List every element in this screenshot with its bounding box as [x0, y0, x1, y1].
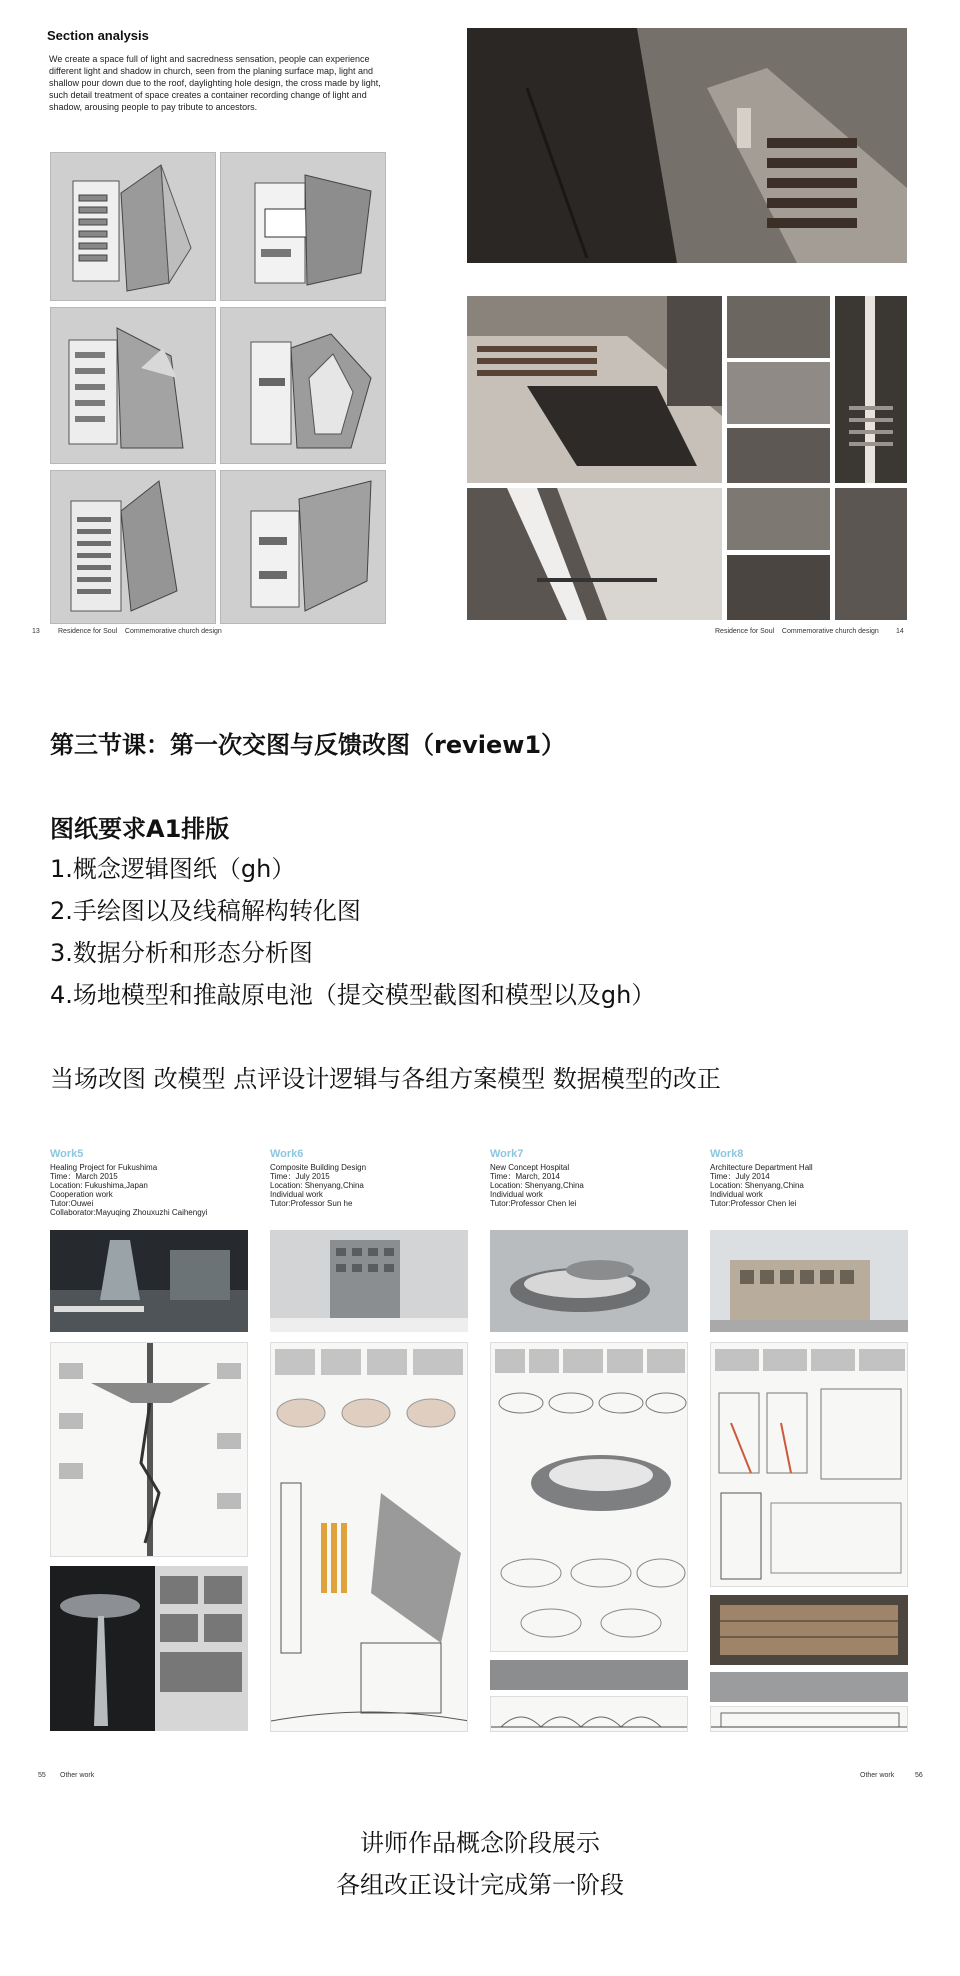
work-info-line: Location: Fukushima,Japan — [50, 1181, 148, 1190]
work-info — [50, 1163, 250, 1217]
requirement-item-3: 3.数据分析和形态分析图 — [50, 939, 313, 967]
footer-left-page-number: 55 — [38, 1772, 46, 1779]
section-model-5 — [50, 470, 216, 624]
work-info-line: Location: Shenyang,China — [490, 1181, 584, 1190]
caption-line-1: 讲师作品概念阶段展示 — [360, 1829, 600, 1857]
work-info-line: Individual work — [270, 1190, 323, 1199]
section-model-4 — [220, 307, 386, 464]
requirement-item-1: 1.概念逻辑图纸（gh） — [50, 855, 296, 883]
section-model-1 — [50, 152, 216, 301]
church-stairs-render — [467, 296, 722, 483]
work7-hero-render — [490, 1230, 688, 1332]
work6-hero-render — [270, 1230, 468, 1332]
work-label: Work8 — [710, 1148, 744, 1160]
section-model-3 — [50, 307, 216, 464]
work-column-6 — [270, 1148, 470, 1768]
work-info-line: Location: Shenyang,China — [270, 1181, 364, 1190]
requirement-item-2: 2.手绘图以及线稿解构转化图 — [50, 897, 361, 925]
work5-hero-render — [50, 1230, 248, 1332]
work-info-line: Cooperation work — [50, 1190, 113, 1199]
section-axonometric-grid — [50, 152, 390, 624]
work-info-line: Time：March, 2014 — [490, 1172, 560, 1181]
work-column-5 — [50, 1148, 250, 1768]
detail-render-3 — [727, 428, 830, 483]
work6-diagram-sheet — [270, 1342, 468, 1732]
stair-light-render — [835, 296, 907, 483]
work-info-line: Composite Building Design — [270, 1163, 367, 1172]
work8-section-render — [710, 1595, 908, 1665]
work-info-line: Tutor:Ouwei — [50, 1199, 94, 1208]
work-info-line: Individual work — [490, 1190, 543, 1199]
work-info-line: Time：March 2015 — [50, 1172, 118, 1181]
work8-elevation — [710, 1706, 908, 1732]
work5-concept-render — [50, 1566, 248, 1731]
footer-left-page-number: 13 — [32, 628, 40, 635]
footer-left-text: Other work — [60, 1772, 95, 1779]
detail-render-1 — [727, 296, 830, 358]
work-info-line: Individual work — [710, 1190, 763, 1199]
work-info-line: Architecture Department Hall — [710, 1163, 813, 1172]
church-facade-render — [467, 488, 722, 620]
work-info — [270, 1163, 470, 1208]
work-label: Work6 — [270, 1148, 304, 1160]
work-info — [490, 1163, 690, 1208]
work-column-7 — [490, 1148, 690, 1768]
section-description: We create a space full of light and sacredness sensation, people can experience different light and shadow in church, seen from the planing surface map, light and shallow pour down due to the roof, daylighting hole design, the cross made by light, such detail treatment of space creates a container recording change of light and shadow, arousing people to pay tribute to ancestors. — [49, 54, 381, 112]
footer-right-text: Other work — [860, 1772, 895, 1779]
section-title: Section analysis — [47, 28, 149, 43]
work-info-line: Tutor:Professor Chen lei — [710, 1199, 797, 1208]
caption-line-2: 各组改正设计完成第一阶段 — [336, 1871, 624, 1899]
work-info-line: Healing Project for Fukushima — [50, 1163, 158, 1172]
portfolio-spread-section-analysis — [30, 10, 930, 645]
work8-diagram-sheet — [710, 1342, 908, 1587]
work-info-line: Time：July 2014 — [710, 1172, 770, 1181]
work7-elevation — [490, 1696, 688, 1732]
work-info-line: Time：July 2015 — [270, 1172, 330, 1181]
footer-right-text: Residence for Soul Commemorative church design — [715, 628, 879, 635]
work-info-line: Collaborator:Mayuqing Zhouxuzhi Caihengyi — [50, 1208, 208, 1217]
work-label: Work7 — [490, 1148, 524, 1160]
work8-strip-renders — [710, 1672, 908, 1702]
work-info — [710, 1163, 910, 1208]
detail-render-6 — [835, 488, 907, 620]
work8-hero-render — [710, 1230, 908, 1332]
work-column-8 — [710, 1148, 910, 1768]
footer-left-text: Residence for Soul Commemorative church design — [58, 628, 222, 635]
lesson-title: 第三节课：第一次交图与反馈改图（review1） — [50, 731, 566, 759]
work-label: Work5 — [50, 1148, 84, 1160]
footer-right-page-number: 14 — [896, 628, 904, 635]
work7-diagram-sheet — [490, 1342, 688, 1652]
church-interior-render-large — [467, 28, 907, 263]
section-model-2 — [220, 152, 386, 301]
portfolio-spread-other-work — [30, 1148, 930, 1788]
work-info-line: Tutor:Professor Chen lei — [490, 1199, 577, 1208]
lesson-note: 当场改图 改模型 点评设计逻辑与各组方案模型 数据模型的改正 — [50, 1065, 721, 1093]
detail-render-5 — [727, 555, 830, 620]
requirements-heading: 图纸要求A1排版 — [50, 815, 230, 843]
section-model-6 — [220, 470, 386, 624]
work-info-line: Tutor:Professor Sun he — [270, 1199, 353, 1208]
requirement-item-4: 4.场地模型和推敲原电池（提交模型截图和模型以及gh） — [50, 981, 656, 1009]
detail-render-2 — [727, 362, 830, 424]
work-info-line: New Concept Hospital — [490, 1163, 570, 1172]
work7-strip-renders — [490, 1660, 688, 1690]
work-info-line: Location: Shenyang,China — [710, 1181, 804, 1190]
footer-right-page-number: 56 — [915, 1772, 923, 1779]
work5-diagram-sheet — [50, 1342, 248, 1557]
detail-render-4 — [727, 488, 830, 550]
